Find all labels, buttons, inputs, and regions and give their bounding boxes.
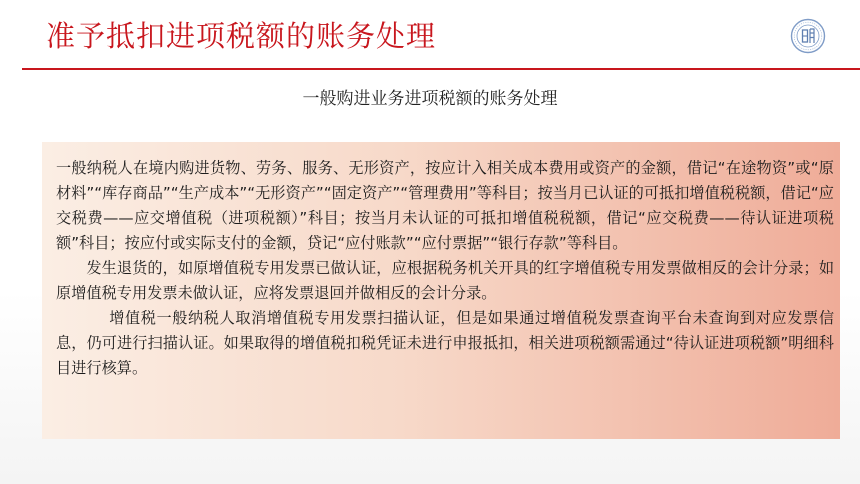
title-divider <box>22 68 860 70</box>
section-subtitle: 一般购进业务进项税额的账务处理 <box>302 89 558 109</box>
paragraph-scan-certification: 增值税一般纳税人取消增值税专用发票扫描认证，但是如果通过增值税发票查询平台未查询到对应发票信息，仍可进行扫描认证。如果取得的增值税扣税凭证未进行申报抵扣，相关进项税额需通过“待认证进项税额”明细科目进行核算。 <box>56 309 834 377</box>
paragraph-purchase: 一般纳税人在境内购进货物、劳务、服务、无形资产，按应计入相关成本费用或资产的金额，借记“在途物资”或“原材料”“库存商品”“生产成本”“无形资产”“固定资产”“管理费用”等科目；按当月已认证的可抵扣增值税税额，借记“应交税费——应交增值税（进项税额）”科目；按当月未认证的可抵扣增值税税额，借记“应交税费——待认证进项税额”科目；按应付或实际支付的金额，贷记“应付账款”“应付票据”“银行存款”等科目。 <box>56 159 834 252</box>
page-title: 准予抵扣进项税额的账务处理 <box>46 19 437 53</box>
paragraph-return: 发生退货的，如原增值税专用发票已做认证，应根据税务机关开具的红字增值税专用发票做相反的会计分录；如原增值税专用发票未做认证，应将发票退回并做相反的会计分录。 <box>56 259 834 302</box>
content-panel <box>42 142 840 439</box>
university-seal-icon <box>790 18 826 54</box>
